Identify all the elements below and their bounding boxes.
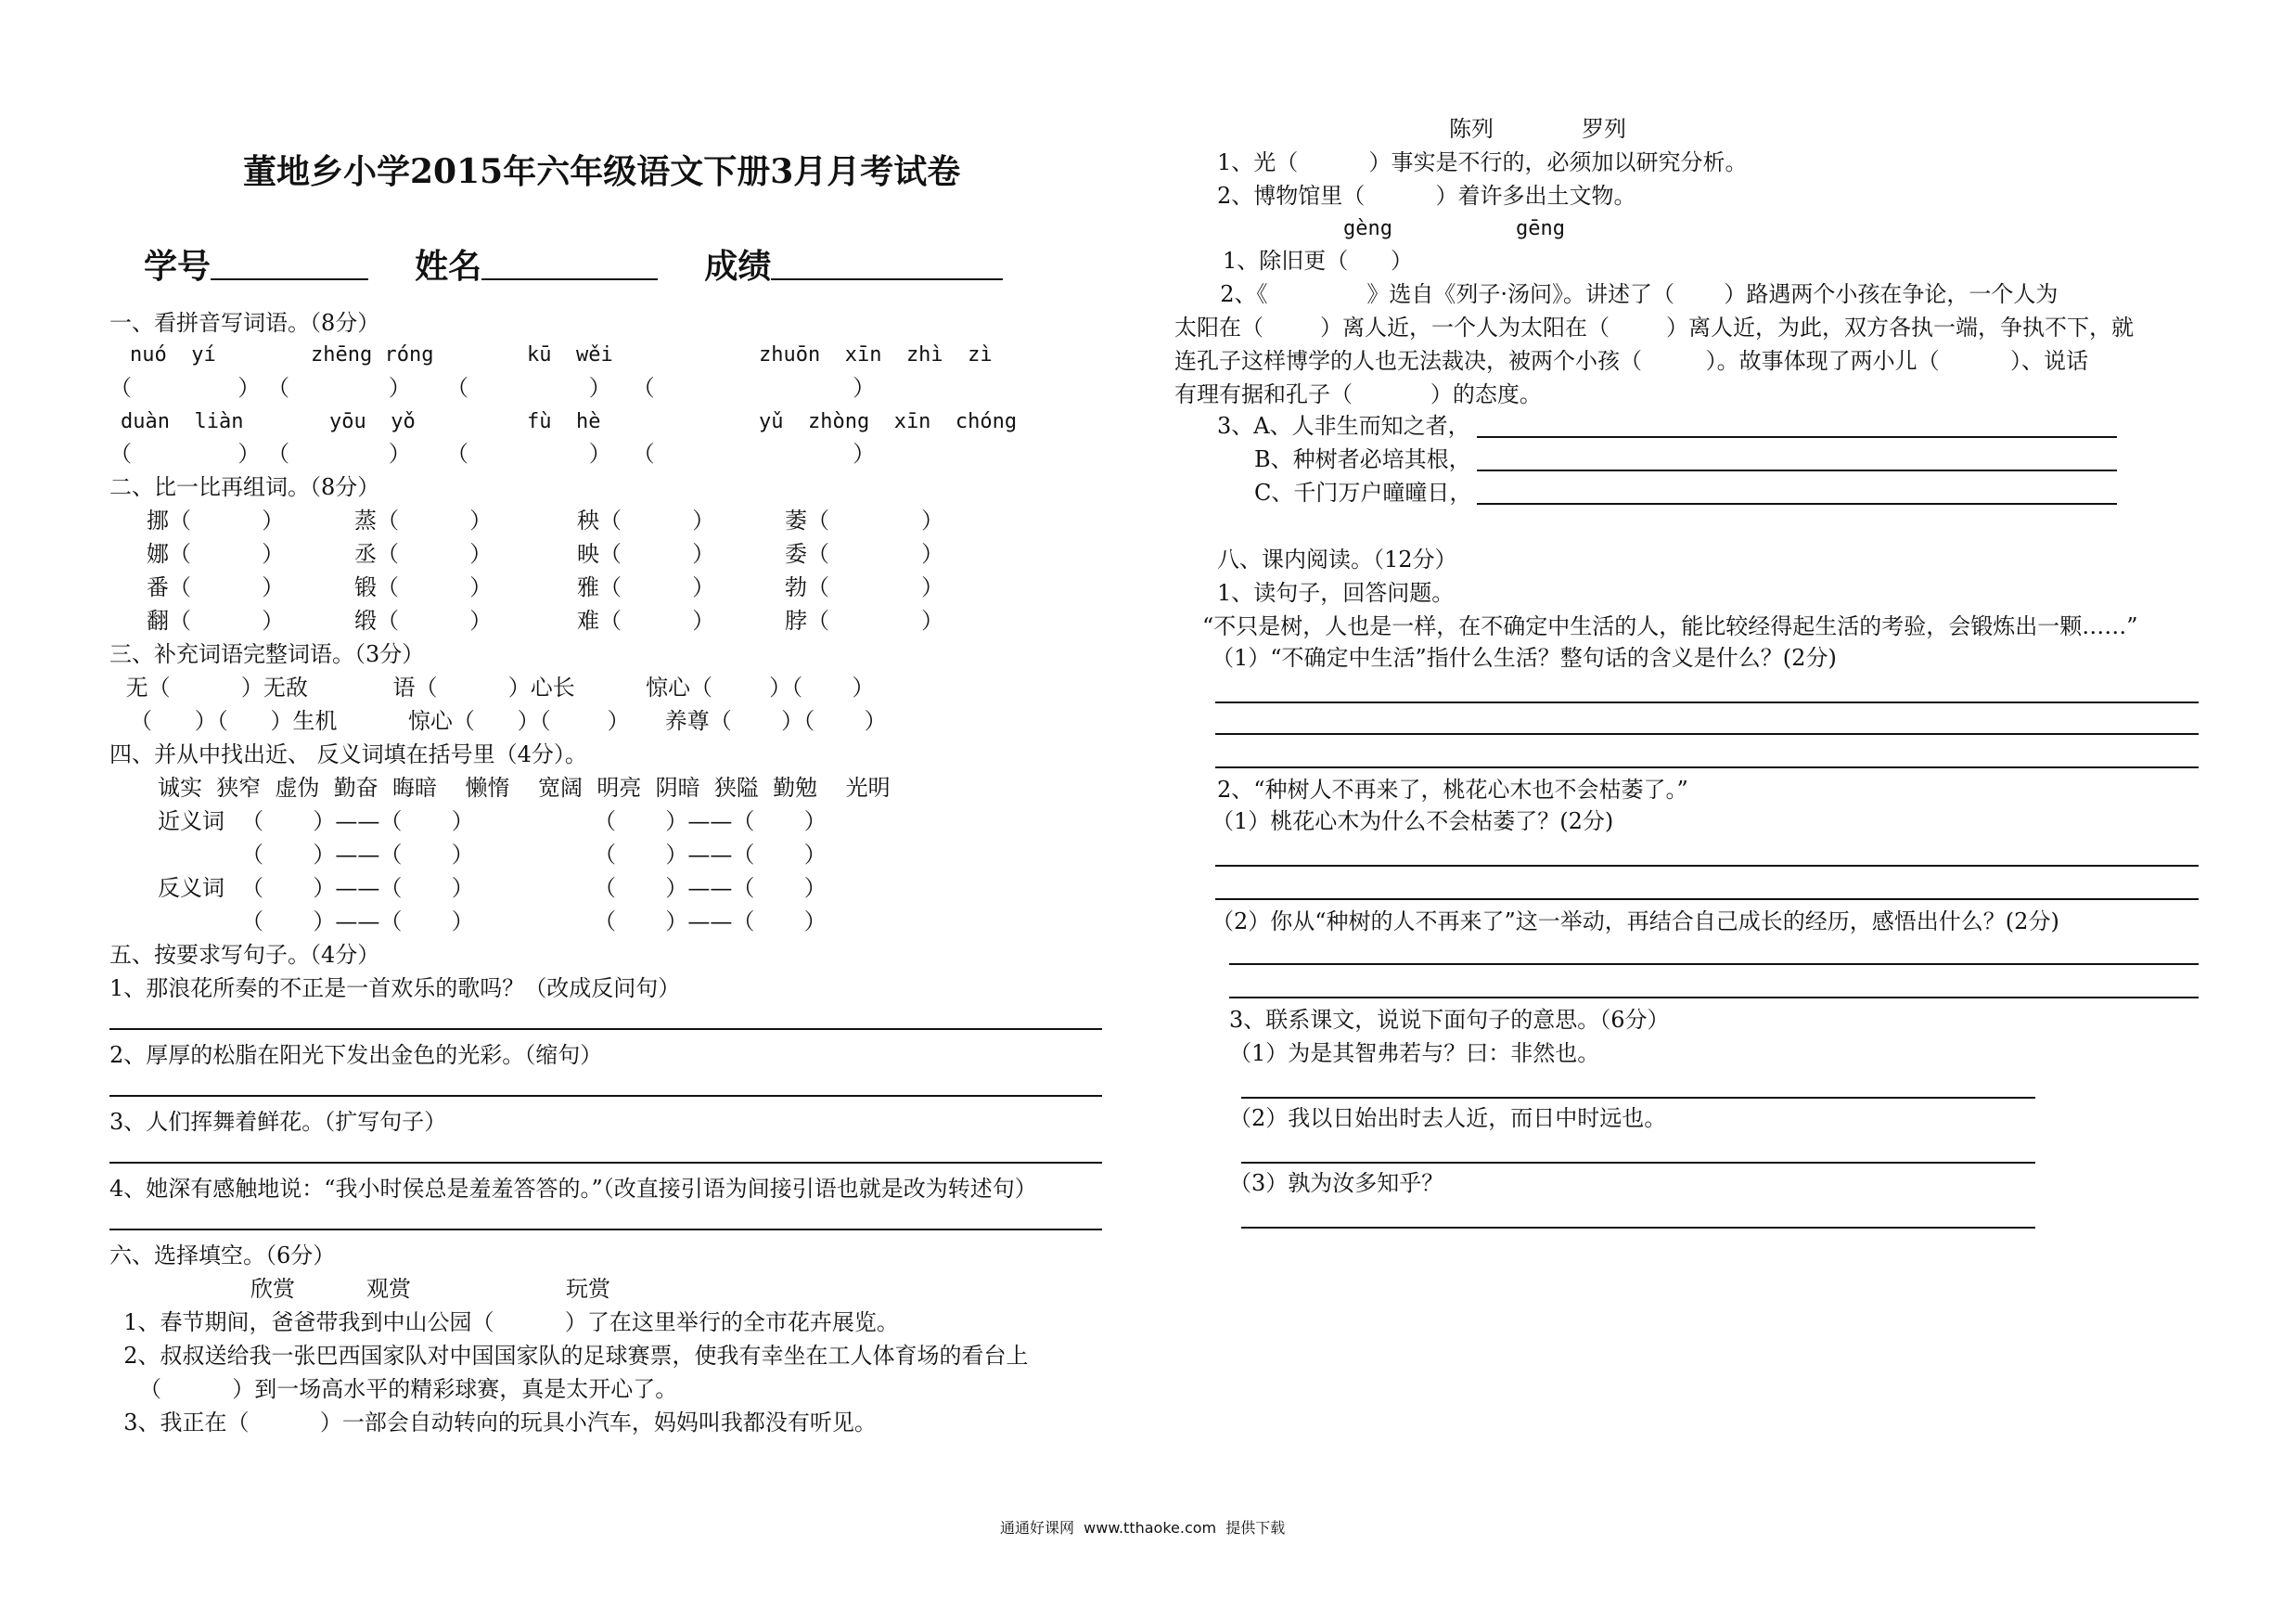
question: 3、联系课文，说说下面句子的意思。（6分） bbox=[1229, 1007, 1670, 1033]
answer-line[interactable] bbox=[109, 1162, 1102, 1164]
pinyin: yǔ zhòng xīn chóng bbox=[759, 410, 1018, 433]
section-1-heading: 一、看拼音写词语。（8分） bbox=[109, 310, 380, 336]
list-item: 映（ ） bbox=[577, 541, 715, 567]
quote: “不只是树，人也是一样，在不确定中生活的人，能比较经得起生活的考验，会锻炼出一颗……” bbox=[1202, 613, 2138, 639]
pair-field[interactable]: （ ）——（ ） bbox=[594, 908, 827, 934]
answer-line[interactable] bbox=[1241, 1227, 2035, 1229]
section-2-heading: 二、比一比再组词。（8分） bbox=[109, 474, 380, 500]
student-number-field[interactable] bbox=[211, 252, 368, 280]
question: 3、我正在（ ）一部会自动转向的玩具小汽车，妈妈叫我都没有听见。 bbox=[109, 1410, 877, 1435]
page-title: 董地乡小学2015年六年级语文下册3月月考试卷 bbox=[243, 152, 961, 191]
question: 1、读句子，回答问题。 bbox=[1217, 580, 1455, 606]
pinyin: fù hè bbox=[527, 410, 601, 433]
question: 3、人们挥舞着鲜花。（扩写句子） bbox=[109, 1109, 447, 1135]
answer-line[interactable] bbox=[1229, 963, 2199, 965]
question: （2）我以日始出时去人近，而日中时远也。 bbox=[1229, 1105, 1667, 1131]
answer-line[interactable] bbox=[1477, 436, 2117, 438]
question: 有理有据和孔子（ ）的态度。 bbox=[1174, 381, 1542, 407]
question: 2、博物馆里（ ）着许多出土文物。 bbox=[1217, 183, 1636, 209]
score-field[interactable] bbox=[771, 252, 1003, 280]
list-item: 难（ ） bbox=[577, 608, 715, 634]
list-item: 勃（ ） bbox=[785, 574, 944, 600]
pair-field[interactable]: （ ）——（ ） bbox=[241, 875, 474, 901]
question: （3）孰为汝多知乎？ bbox=[1229, 1170, 1444, 1196]
answer-line[interactable] bbox=[109, 1095, 1102, 1097]
question: 4、她深有感触地说：“我小时侯总是羞羞答答的。”（改直接引语为间接引语也就是改为转述句） bbox=[109, 1176, 1037, 1202]
student-info-row bbox=[144, 247, 1003, 286]
question: C、千门万户曈曈日， bbox=[1254, 480, 1472, 506]
question: B、种树者必培其根， bbox=[1254, 446, 1471, 472]
answer-line[interactable] bbox=[1477, 470, 2117, 471]
question: 1、除旧更（ ） bbox=[1223, 248, 1414, 274]
list-item: 锻（ ） bbox=[354, 574, 493, 600]
question: 2、《 》选自《列子·汤问》。讲述了（ ）路遇两个小孩在争论，一个人为 bbox=[1206, 281, 2059, 307]
score-label: 成绩 bbox=[704, 247, 772, 286]
question: （1）为是其智弗若与？曰：非然也。 bbox=[1229, 1040, 1600, 1066]
list-item: 丞（ ） bbox=[354, 541, 493, 567]
pair-field[interactable]: （ ）——（ ） bbox=[594, 842, 827, 868]
question: 2、厚厚的松脂在阳光下发出金色的光彩。（缩句） bbox=[109, 1042, 603, 1068]
list-item: 萎（ ） bbox=[785, 508, 944, 534]
student-name-field[interactable] bbox=[481, 252, 658, 280]
question: （ ）到一场高水平的精彩球赛，真是太开心了。 bbox=[139, 1376, 678, 1402]
question: 连孔子这样博学的人也无法裁决，被两个小孩（ ）。故事体现了两小儿（ ）、说话 bbox=[1174, 348, 2088, 374]
pinyin: kū wěi bbox=[527, 343, 613, 367]
footer-text: 通通好课网 www.tthaoke.com 提供下载 bbox=[1000, 1519, 1286, 1537]
question: 1、那浪花所奏的不正是一首欢乐的歌吗？（改成反问句） bbox=[109, 975, 681, 1001]
question: （1）桃花心木为什么不会枯萎了？(2分) bbox=[1212, 808, 1614, 834]
question: 2、叔叔送给我一张巴西国家队对中国国家队的足球赛票，使我有幸坐在工人体育场的看台上 bbox=[109, 1343, 1029, 1369]
list-item: 委（ ） bbox=[785, 541, 944, 567]
student-name-label: 姓名 bbox=[415, 247, 482, 286]
option: 陈列 bbox=[1449, 116, 1494, 142]
question: （1）“不确定中生活”指什么生活？整句话的含义是什么？(2分) bbox=[1212, 645, 1837, 671]
question: 2、“种树人不再来了，桃花心木也不会枯萎了。” bbox=[1217, 777, 1688, 803]
pinyin: yōu yǒ bbox=[329, 410, 416, 433]
question: 1、光（ ）事实是不行的，必须加以研究分析。 bbox=[1217, 149, 1748, 175]
pair-field[interactable]: （ ）——（ ） bbox=[594, 875, 827, 901]
list-item: 秧（ ） bbox=[577, 508, 715, 534]
answer-line[interactable] bbox=[1229, 997, 2199, 998]
pinyin: zhuōn xīn zhì zì bbox=[759, 343, 993, 367]
pair-field[interactable]: （ ）——（ ） bbox=[594, 808, 827, 834]
pinyin: duàn liàn bbox=[121, 410, 244, 433]
option: 罗列 bbox=[1582, 116, 1626, 142]
list-item: 雅（ ） bbox=[577, 574, 715, 600]
option: 观赏 bbox=[366, 1276, 411, 1302]
synonym-label: 近义词 bbox=[158, 808, 224, 834]
option: 玩赏 bbox=[566, 1276, 610, 1302]
pinyin: zhēng róng bbox=[311, 343, 434, 367]
answer-line[interactable] bbox=[1215, 733, 2199, 735]
answer-line[interactable] bbox=[1215, 865, 2199, 867]
pair-field[interactable]: （ ）——（ ） bbox=[241, 842, 474, 868]
answer-line[interactable] bbox=[1241, 1162, 2035, 1164]
list-item: 脖（ ） bbox=[785, 608, 944, 634]
section-4-heading: 四、并从中找出近、 反义词填在括号里（4分）。 bbox=[109, 741, 587, 767]
answer-line[interactable] bbox=[1477, 503, 2117, 505]
answer-line[interactable] bbox=[1215, 702, 2199, 703]
answer-line[interactable] bbox=[1215, 898, 2199, 900]
answer-parens[interactable]: （ ） （ ） （ ） （ ） bbox=[109, 441, 876, 467]
list-item: 娜（ ） bbox=[147, 541, 285, 567]
pinyin: gèng bbox=[1343, 217, 1392, 240]
answer-line[interactable] bbox=[1241, 1097, 2035, 1099]
section-3-heading: 三、补充词语完整词语。（3分） bbox=[109, 641, 425, 667]
list-item: 番（ ） bbox=[147, 574, 285, 600]
question: 3、A、人非生而知之者， bbox=[1217, 413, 1470, 439]
section-6-heading: 六、选择填空。（6分） bbox=[109, 1242, 336, 1268]
option: 欣赏 bbox=[250, 1276, 295, 1302]
question: （2）你从“种树的人不再来了”这一举动，再结合自己成长的经历，感悟出什么？(2分) bbox=[1212, 908, 2059, 934]
fill-line[interactable]: （ ）（ ）生机 惊心（ ）（ ） 养尊（ ）（ ） bbox=[130, 708, 887, 734]
pair-field[interactable]: （ ）——（ ） bbox=[241, 808, 474, 834]
pinyin: nuó yí bbox=[130, 343, 216, 367]
question: 太阳在（ ）离人近，一个人为太阳在（ ）离人近，为此，双方各执一端，争执不下，就 bbox=[1174, 315, 2135, 341]
list-item: 缎（ ） bbox=[354, 608, 493, 634]
section-5-heading: 五、按要求写句子。（4分） bbox=[109, 942, 380, 968]
section-8-heading: 八、课内阅读。（12分） bbox=[1217, 547, 1457, 573]
list-item: 翻（ ） bbox=[147, 608, 285, 634]
answer-line[interactable] bbox=[1215, 766, 2199, 768]
fill-line[interactable]: 无（ ）无敌 语（ ）心长 惊心（ ）（ ） bbox=[119, 675, 875, 701]
pair-field[interactable]: （ ）——（ ） bbox=[241, 908, 474, 934]
list-item: 挪（ ） bbox=[147, 508, 285, 534]
answer-parens[interactable]: （ ） （ ） （ ） （ ） bbox=[109, 375, 876, 401]
antonym-label: 反义词 bbox=[158, 875, 224, 901]
answer-line[interactable] bbox=[109, 1028, 1102, 1030]
question: 1、春节期间，爸爸带我到中山公园（ ）了在这里举行的全市花卉展览。 bbox=[109, 1309, 899, 1335]
list-item: 蒸（ ） bbox=[354, 508, 493, 534]
answer-line[interactable] bbox=[109, 1229, 1102, 1230]
word-bank: 诚实 狭窄 虚伪 勤奋 晦暗 懒惰 宽阔 明亮 阴暗 狭隘 勤勉 光明 bbox=[158, 775, 891, 801]
pinyin: gēng bbox=[1516, 217, 1565, 240]
student-number-label: 学号 bbox=[144, 247, 212, 286]
